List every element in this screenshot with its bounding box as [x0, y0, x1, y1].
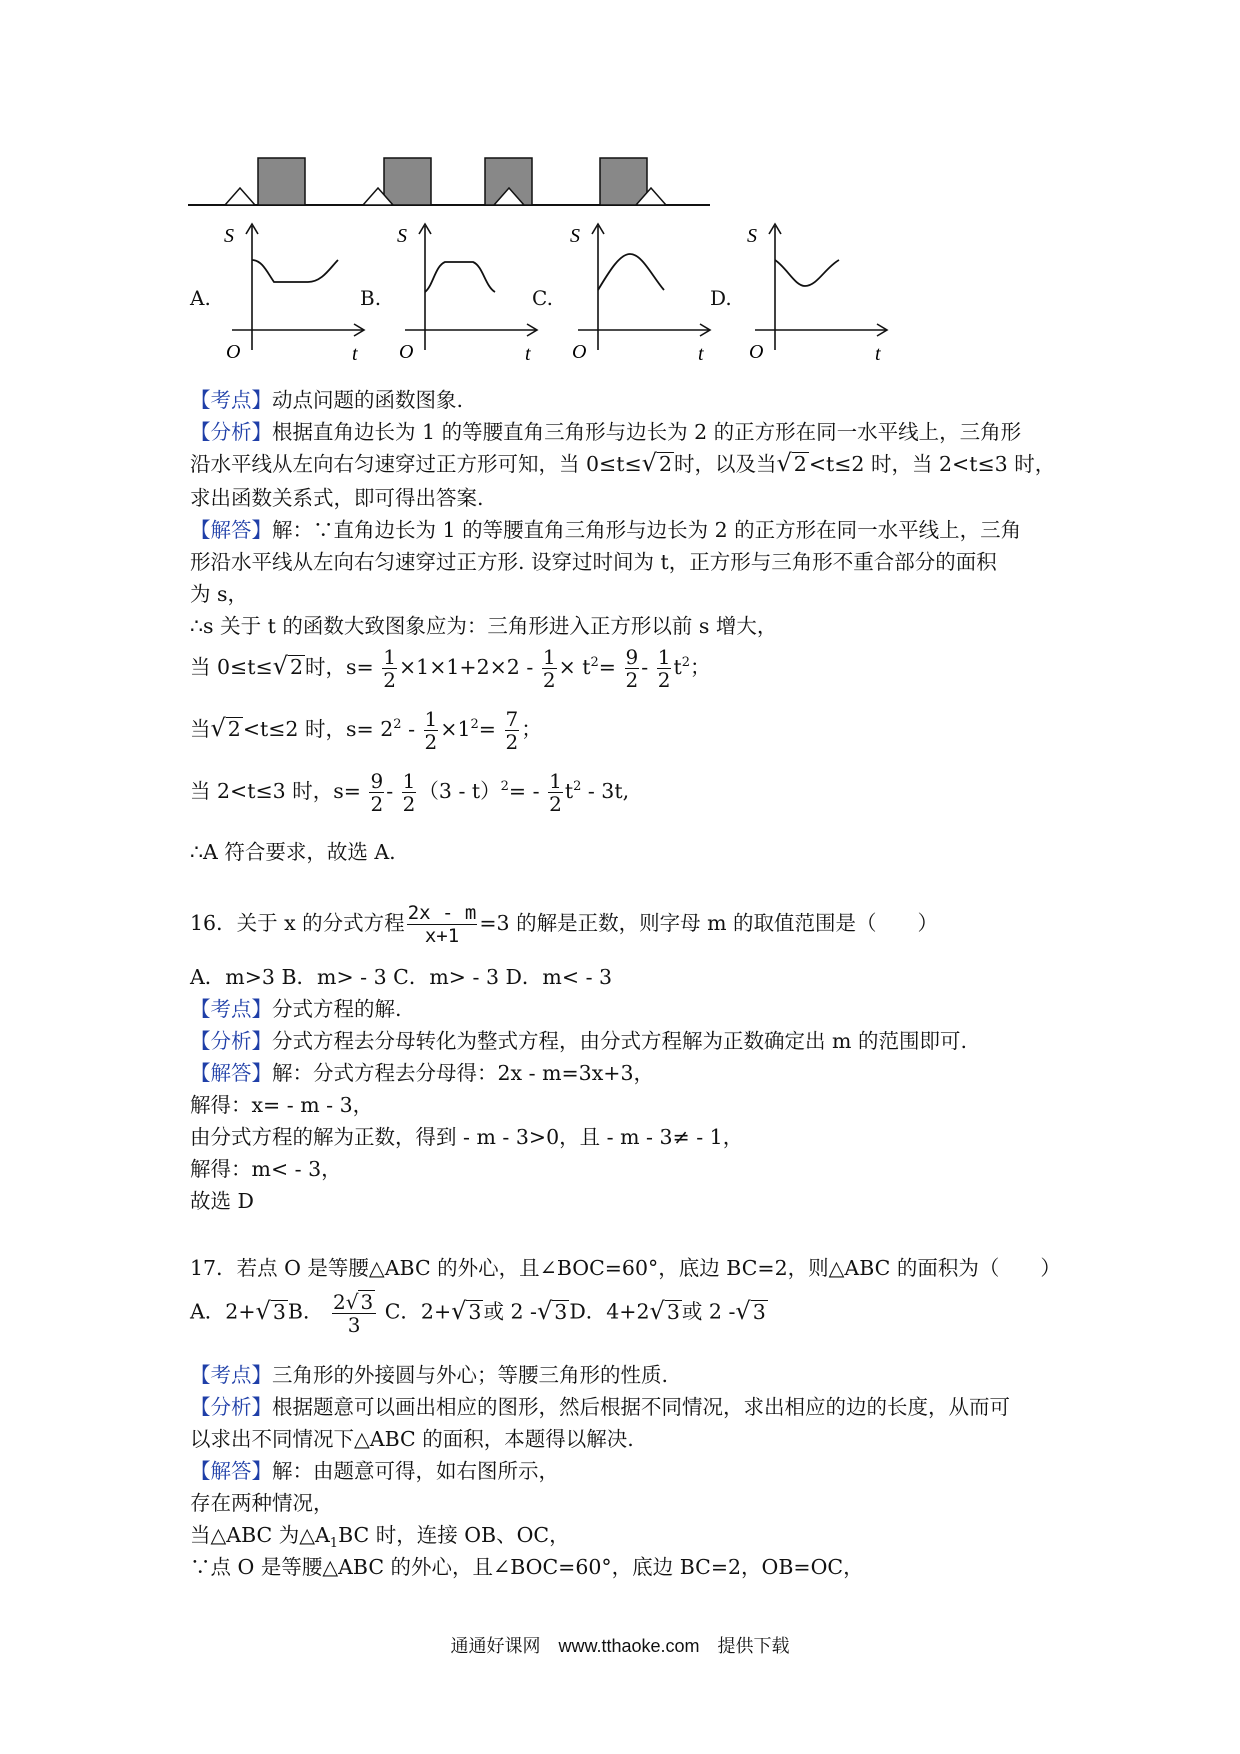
- graph-d: [745, 220, 895, 370]
- q16-options: A．m>3 B．m> - 3 C．m> - 3 D．m< - 3: [190, 965, 613, 989]
- q15-jieda-3: 为 s，: [190, 582, 249, 606]
- q17-kaodian: 【考点】三角形的外接圆与外心；等腰三角形的性质.: [190, 1363, 669, 1387]
- page-footer: 通通好课网 www.tthaoke.com 提供下载: [450, 1636, 790, 1656]
- q17-stem: 17．若点 O 是等腰△ABC 的外心，且∠BOC=60°，底边 BC=2，则△ABC 的面积为（ ）: [190, 1256, 1061, 1280]
- option-label-c: C.: [532, 286, 553, 310]
- q16-stem: 16．关于 x 的分式方程 $\frac{2x - m}{x+1}$ =3 的解是正数，则字母 m 的取值范围是（ ）: [190, 902, 939, 947]
- q17-fenxi-1: 【分析】根据题意可以画出相应的图形，然后根据不同情况，求出相应的边的长度，从而可: [190, 1395, 1010, 1419]
- graph-a-t: t: [352, 343, 358, 365]
- graph-a: [222, 220, 372, 370]
- graph-options: [0, 210, 1240, 370]
- q16-jieda-4: 解得：m< - 3，: [190, 1157, 342, 1181]
- q16-jieda-3: 由分式方程的解为正数，得到 - m - 3>0，且 - m - 3≠ - 1，: [190, 1125, 744, 1149]
- graph-c-o: O: [572, 341, 587, 363]
- q16-jieda-5: 故选 D: [190, 1189, 254, 1213]
- q15-eq1: 当 0≤t≤√2时，s= $\frac{1}{2}$ ×1×1+2×2 - $\frac{1}{2}$ × $t^2=$ $\frac{9}{2}$ - $\frac{1}{2}$ $t^2$；: [190, 645, 711, 692]
- option-label-d: D.: [710, 286, 732, 310]
- graph-d-o: O: [749, 341, 764, 363]
- q16-jieda-1: 【解答】解：分式方程去分母得：2x - m=3x+3，: [190, 1061, 655, 1085]
- q17-jieda-3: 当△ABC 为$\triangle A_1BC$ 时，连接 OB、OC，: [190, 1523, 570, 1552]
- graph-a-o: O: [226, 341, 241, 363]
- q15-fenxi-2: 沿水平线从左向右匀速穿过正方形可知，当 0≤t≤√2时，以及当√2<t≤2 时，当 2<t≤3 时，: [190, 449, 1056, 477]
- graph-b-t: t: [525, 343, 531, 365]
- graph-b-o: O: [399, 341, 414, 363]
- q15-eq2: 当√2<t≤2 时，$s= 2^2$ - $\frac{1}{2}$ $\times 1^2=$ $\frac{7}{2}$ ；: [190, 707, 542, 754]
- q16-fenxi: 【分析】分式方程去分母转化为整式方程，由分式方程解为正数确定出 m 的范围即可.: [190, 1029, 967, 1053]
- q17-options: A．2+√3B． $\frac{2√ 3}{3}$ C．2+√3或 2 -√3D．4+2√3或 2 -√3: [190, 1290, 766, 1337]
- option-label-b: B.: [360, 286, 382, 310]
- q17-jieda-4: ∵点 O 是等腰△ABC 的外心，且∠BOC=60°，底边 BC=2，OB=OC，: [190, 1555, 864, 1579]
- q15-jieda-4: ∴s 关于 t 的函数大致图象应为：三角形进入正方形以前 s 增大，: [190, 614, 778, 638]
- q15-jieda-2: 形沿水平线从左向右匀速穿过正方形. 设穿过时间为 t，正方形与三角形不重合部分的面积: [190, 550, 997, 574]
- graph-c-t: t: [698, 343, 704, 365]
- q15-eq3: 当 2<t≤3 时，s= $\frac{9}{2}$ - $\frac{1}{2}$ （3 - t）$^2$= - $\frac{1}{2}$ $t^2 - 3t$,: [190, 769, 630, 816]
- q17-jieda-1: 【解答】解：由题意可得，如右图所示，: [190, 1459, 559, 1483]
- q15-jieda-1: 【解答】解：∵直角边长为 1 的等腰直角三角形与边长为 2 的正方形在同一水平线上，三角: [190, 518, 1022, 542]
- q15-fenxi-1: 【分析】根据直角边长为 1 的等腰直角三角形与边长为 2 的正方形在同一水平线上，三角形: [190, 420, 1022, 444]
- q15-fenxi-3: 求出函数关系式，即可得出答案.: [190, 486, 484, 510]
- q15-kaodian: 【考点】动点问题的函数图象.: [190, 388, 464, 412]
- graph-d-t: t: [875, 343, 881, 365]
- option-label-a: A.: [190, 286, 211, 310]
- q17-jieda-2: 存在两种情况，: [190, 1491, 334, 1515]
- q16-kaodian: 【考点】分式方程的解.: [190, 997, 402, 1021]
- q15-conclusion: ∴A 符合要求，故选 A.: [190, 840, 396, 864]
- graph-d-s: S: [747, 225, 757, 247]
- graph-c-s: S: [570, 225, 580, 247]
- q17-fenxi-2: 以求出不同情况下△ABC 的面积，本题得以解决.: [190, 1427, 634, 1451]
- motion-figure: [180, 150, 720, 210]
- graph-b-s: S: [397, 225, 407, 247]
- q16-jieda-2: 解得：x= - m - 3，: [190, 1093, 374, 1117]
- graph-c: [568, 220, 718, 370]
- graph-b: [395, 220, 545, 370]
- graph-a-s: S: [224, 225, 234, 247]
